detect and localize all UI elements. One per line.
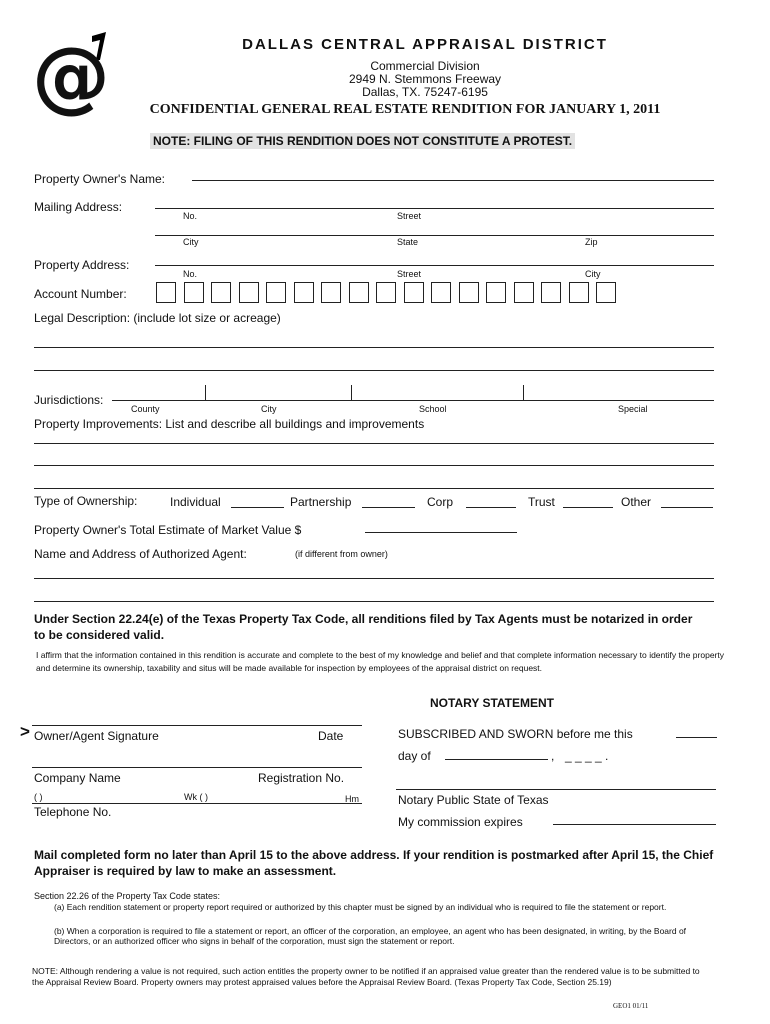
market-value-label: Property Owner's Total Estimate of Market Value $ <box>34 523 302 537</box>
form-title: CONFIDENTIAL GENERAL REAL ESTATE RENDITION FOR JANUARY 1, 2011 <box>149 102 661 117</box>
owner-name-label: Property Owner's Name: <box>34 172 165 186</box>
phone-work-label: Wk ( ) <box>184 792 208 802</box>
code-section-a: (a) Each rendition statement or property report required or authorized by this chapter must be signed by an individual who is required to file the statement or report. <box>54 902 667 912</box>
property-address-label: Property Address: <box>34 258 130 272</box>
mailing-city-label: City <box>183 237 199 247</box>
signature-date-label: Date <box>318 729 344 743</box>
improvements-line-3[interactable] <box>34 488 714 489</box>
division-name: Commercial Division <box>370 59 480 73</box>
ownership-other-line[interactable] <box>661 507 713 508</box>
signature-arrow: > <box>20 722 30 741</box>
phone-area-code: ( ) <box>34 792 43 802</box>
notary-public-label: Notary Public State of Texas <box>398 793 549 807</box>
jurisdictions-line[interactable] <box>112 400 714 401</box>
agent-note: (if different from owner) <box>295 549 388 559</box>
legal-description-line-2[interactable] <box>34 370 714 371</box>
agent-label: Name and Address of Authorized Agent: <box>34 547 247 561</box>
account-number-box[interactable] <box>459 282 479 303</box>
legal-description-label: Legal Description: (include lot size or acreage) <box>34 311 281 325</box>
phone-home-label: Hm <box>345 794 359 804</box>
final-note-text: NOTE: Although rendering a value is not required, such action entitles the property owner to be notified if an appraised value greater than the rendered value is to be submitted to the Appraisal Review Board. Property owners may protest appraised values before the Appraisal Review Board. (Texas Property Tax Code, Section 25.19) <box>32 966 700 987</box>
commission-expires-label: My commission expires <box>398 815 523 829</box>
notary-year-blank: _ _ _ _ . <box>565 749 609 763</box>
form-code: GEO1 01/11 <box>613 1002 649 1010</box>
account-number-label: Account Number: <box>34 287 127 301</box>
ownership-corp-label: Corp <box>427 495 454 509</box>
ownership-individual-line[interactable] <box>231 507 284 508</box>
mail-deadline-text: Mail completed form no later than April 15 to the above address. If your rendition is postmarked after April 15, the Chief Appraiser is required by law to make an assessment. <box>34 848 714 878</box>
improvements-line-1[interactable] <box>34 443 714 444</box>
account-number-boxes[interactable] <box>156 282 626 304</box>
ownership-other-label: Other <box>621 495 652 509</box>
code-section-b: (b) When a corporation is required to file a statement or report, an officer of the corporation, an employee, an agent who has been designated, in writing, by the Board of Directors, or an authorized officer who signs in behalf of the corporation, must sign the statement or report. <box>54 926 687 946</box>
jurisdictions-divider-2 <box>351 385 352 400</box>
improvements-line-2[interactable] <box>34 465 714 466</box>
jurisdictions-label: Jurisdictions: <box>34 393 104 407</box>
telephone-no-label: Telephone No. <box>34 805 112 819</box>
improvements-label: Property Improvements: List and describe all buildings and improvements <box>34 417 425 431</box>
registration-no-label: Registration No. <box>258 771 345 785</box>
owner-name-line[interactable] <box>192 180 714 181</box>
ownership-trust-line[interactable] <box>563 507 613 508</box>
legal-description-line-1[interactable] <box>34 347 714 348</box>
county-label: County <box>131 404 160 414</box>
property-no-label: No. <box>183 269 198 279</box>
account-number-box[interactable] <box>431 282 451 303</box>
ownership-type-label: Type of Ownership: <box>34 494 138 508</box>
school-label: School <box>419 404 447 414</box>
mailing-state-label: State <box>397 237 419 247</box>
mailing-city-line[interactable] <box>155 235 714 236</box>
account-number-box[interactable] <box>541 282 561 303</box>
ownership-partnership-line[interactable] <box>362 507 415 508</box>
agent-line-1[interactable] <box>34 578 714 579</box>
logo-at-symbol: @ <box>32 32 110 122</box>
jurisdictions-divider-3 <box>523 385 524 400</box>
account-number-box[interactable] <box>596 282 616 303</box>
commission-expires-line[interactable] <box>553 824 716 825</box>
account-number-box[interactable] <box>376 282 396 303</box>
code-section-title: Section 22.26 of the Property Tax Code states: <box>34 891 220 901</box>
company-name-label: Company Name <box>34 771 121 785</box>
account-number-box[interactable] <box>349 282 369 303</box>
owner-agent-signature-label: Owner/Agent Signature <box>34 729 159 743</box>
account-number-box[interactable] <box>239 282 259 303</box>
property-address-line[interactable] <box>155 265 714 266</box>
property-street-label: Street <box>397 269 422 279</box>
property-city-label: City <box>585 269 601 279</box>
mailing-zip-label: Zip <box>585 237 598 247</box>
account-number-box[interactable] <box>321 282 341 303</box>
tax-agent-notarize-text: Under Section 22.24(e) of the Texas Property Tax Code, all renditions filed by Tax Agents must be notarized in order to be considered valid. <box>34 612 693 642</box>
agent-line-2[interactable] <box>34 601 714 602</box>
protest-note: NOTE: FILING OF THIS RENDITION DOES NOT CONSTITUTE A PROTEST. <box>150 133 575 149</box>
special-label: Special <box>618 404 648 414</box>
notary-comma: , <box>551 749 555 763</box>
account-number-box[interactable] <box>211 282 231 303</box>
notary-day-line[interactable] <box>676 737 717 738</box>
account-number-box[interactable] <box>404 282 424 303</box>
mailing-address-label: Mailing Address: <box>34 200 123 214</box>
telephone-line[interactable] <box>32 803 362 804</box>
notary-public-line[interactable] <box>396 789 716 790</box>
account-number-box[interactable] <box>266 282 286 303</box>
company-line[interactable] <box>32 767 362 768</box>
mailing-street-label: Street <box>397 211 422 221</box>
notary-day-of-label: day of <box>398 749 431 763</box>
notary-statement-title: NOTARY STATEMENT <box>430 696 554 710</box>
ownership-corp-line[interactable] <box>466 507 516 508</box>
district-title: DALLAS CENTRAL APPRAISAL DISTRICT <box>242 36 608 53</box>
district-address-line1: 2949 N. Stemmons Freeway <box>348 72 502 86</box>
account-number-box[interactable] <box>156 282 176 303</box>
account-number-box[interactable] <box>514 282 534 303</box>
affirmation-text: I affirm that the information contained in this rendition is accurate and complete to the best of my knowledge and belief and that complete information necessary to identify the property and determine its ownership, taxability and situs will be made available for inspection by employees of the appraisal district on request. <box>36 650 724 673</box>
jurisdictions-divider-1 <box>205 385 206 400</box>
account-number-box[interactable] <box>294 282 314 303</box>
district-address-line2: Dallas, TX. 75247-6195 <box>362 85 488 99</box>
market-value-line[interactable] <box>365 532 517 533</box>
ownership-trust-label: Trust <box>528 495 555 509</box>
dcad-logo <box>30 30 114 120</box>
ownership-individual-label: Individual <box>170 495 221 509</box>
account-number-box[interactable] <box>486 282 506 303</box>
jurisdiction-city-label: City <box>261 404 277 414</box>
mailing-address-line[interactable] <box>155 208 714 209</box>
subscribed-sworn-text: SUBSCRIBED AND SWORN before me this <box>398 727 633 741</box>
signature-line[interactable] <box>32 725 362 726</box>
account-number-box[interactable] <box>184 282 204 303</box>
mailing-no-label: No. <box>183 211 198 221</box>
ownership-partnership-label: Partnership <box>290 495 352 509</box>
notary-month-line[interactable] <box>445 759 548 760</box>
account-number-box[interactable] <box>569 282 589 303</box>
